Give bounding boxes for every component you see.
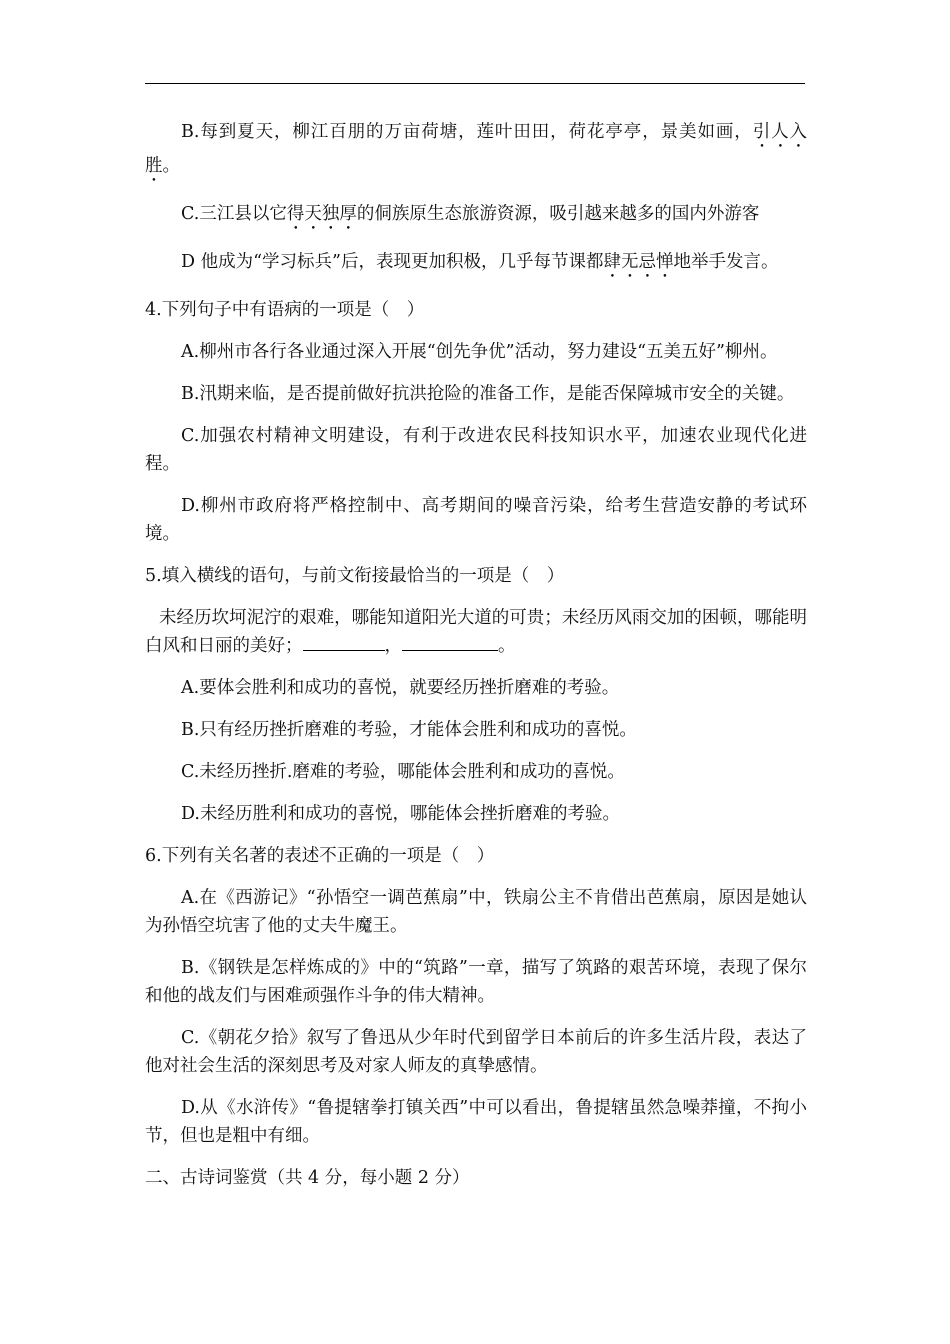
header-rule — [145, 83, 805, 84]
q5-option-b: B.只有经历挫折磨难的考验，才能体会胜利和成功的喜悦。 — [181, 720, 637, 740]
q3-option-d-end: 地举手发言。 — [673, 252, 779, 272]
q3-option-b-idiom: 引人入胜 — [145, 122, 808, 176]
q3-option-d-text: D 他成为“学习标兵”后，表现更加积极，几乎每节课都 — [181, 252, 604, 272]
q6-option-d: D.从《水浒传》“鲁提辖拳打镇关西”中可以看出，鲁提辖虽然急噪莽撞，不拘小节，但也是粗中有细。 — [145, 1098, 807, 1146]
q4-option-b: B.汛期来临，是否提前做好抗洪抢险的准备工作，是能否保障城市安全的关键。 — [181, 384, 795, 404]
q4-option-d: D.柳州市政府将严格控制中、高考期间的噪音污染，给考生营造安静的考试环境。 — [145, 496, 807, 544]
q3-option-b-end: 。 — [162, 156, 180, 176]
q3-option-c — [145, 200, 807, 234]
q3-option-d-idiom: 肆无忌惮 — [603, 252, 674, 272]
q5-passage — [145, 604, 807, 660]
q5-stem: 5.填入横线的语句，与前文衔接最恰当的一项是（ ） — [145, 566, 565, 586]
q5-option-a: A.要体会胜利和成功的喜悦，就要经历挫折磨难的考验。 — [181, 678, 620, 698]
exam-page — [145, 118, 807, 1206]
q6-option-a: A.在《西游记》“孙悟空一调芭蕉扇”中，铁扇公主不肯借出芭蕉扇，原因是她认为孙悟空坑害了他的丈夫牛魔王。 — [145, 888, 807, 936]
q4-option-c: C.加强农村精神文明建设，有利于改进农民科技知识水平，加速农业现代化进程。 — [145, 426, 807, 474]
q6-option-c: C.《朝花夕拾》叙写了鲁迅从少年时代到留学日本前后的许多生活片段，表达了他对社会生活的深刻思考及对家人师友的真挚感情。 — [145, 1028, 807, 1076]
q3-option-b-text: B.每到夏天，柳江百朋的万亩荷塘，莲叶田田，荷花亭亭，景美如画， — [181, 122, 753, 142]
section-2-heading: 二、古诗词鉴赏（共 4 分，每小题 2 分） — [145, 1168, 470, 1188]
q3-option-b — [145, 118, 807, 186]
q3-option-c-idiom: 得天独厚 — [286, 204, 357, 224]
q5-option-c: C.未经历挫折.磨难的考验，哪能体会胜利和成功的喜悦。 — [181, 762, 625, 782]
q4-option-a: A.柳州市各行各业通过深入开展“创先争优”活动，努力建设“五美五好”柳州。 — [181, 342, 778, 362]
q4-stem: 4.下列句子中有语病的一项是（ ） — [145, 300, 425, 320]
q5-blank-1[interactable] — [303, 632, 385, 651]
q3-option-d — [145, 248, 807, 282]
q6-stem: 6.下列有关名著的表述不正确的一项是（ ） — [145, 846, 495, 866]
q5-passage-text: 未经历坎坷泥泞的艰难，哪能知道阳光大道的可贵；未经历风雨交加的困顿，哪能明白风和日丽的美好； — [145, 608, 807, 656]
q5-blank-2[interactable] — [402, 632, 498, 651]
q5-option-d: D.未经历胜利和成功的喜悦，哪能体会挫折磨难的考验。 — [181, 804, 620, 824]
q6-option-b: B.《钢铁是怎样炼成的》中的“筑路”一章，描写了筑路的艰苦环境，表现了保尔和他的战友们与困难顽强作斗争的伟大精神。 — [145, 958, 807, 1006]
q5-passage-comma: ， — [384, 636, 402, 656]
q5-passage-end: 。 — [498, 636, 516, 656]
q3-option-c-text: C.三江县以它 — [181, 204, 287, 224]
q3-option-c-end: 的侗族原生态旅游资源，吸引越来越多的国内外游客 — [356, 204, 760, 224]
